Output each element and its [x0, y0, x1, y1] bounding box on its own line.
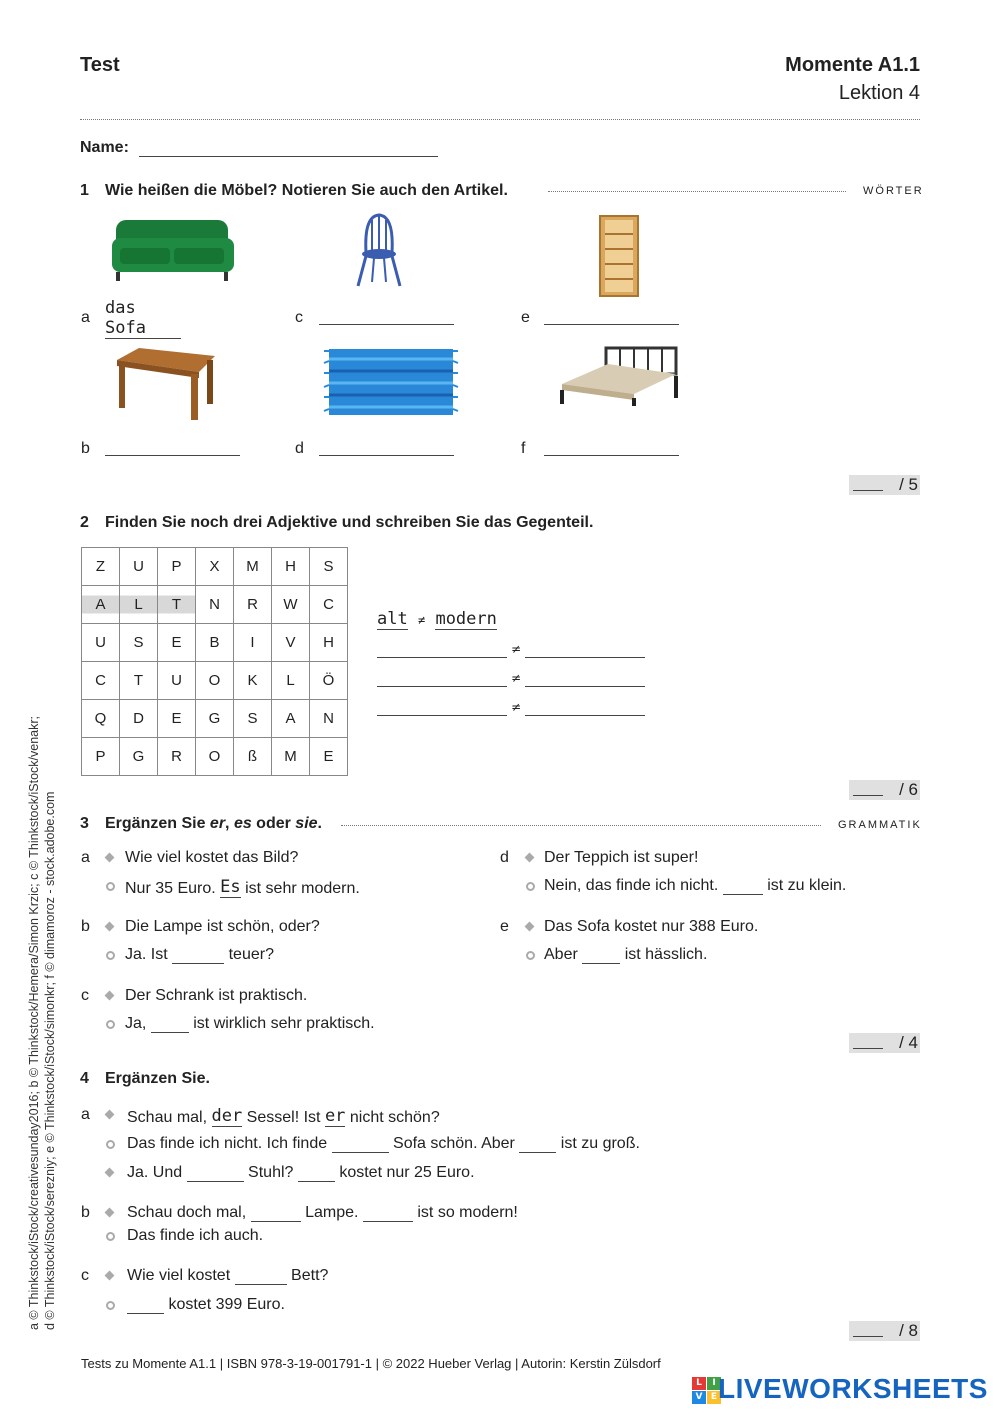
- grid-cell[interactable]: L: [272, 662, 310, 700]
- ex3-number: 3: [80, 815, 89, 832]
- grid-cell[interactable]: ß: [234, 738, 272, 776]
- grid-cell[interactable]: R: [158, 738, 196, 776]
- ex1-item-d-input[interactable]: [319, 455, 454, 456]
- ex3-title-dot: .: [317, 815, 322, 832]
- ex3-d-response-post: ist zu klein.: [767, 877, 847, 894]
- ex2-neq-1: ≠: [511, 642, 522, 656]
- ex3-a-response-pre: Nur 35 Euro.: [125, 880, 216, 897]
- speaker-b-icon: [526, 951, 535, 960]
- grid-cell[interactable]: A: [272, 700, 310, 738]
- grid-row: [82, 700, 348, 738]
- ex4-a-l2-post: ist zu groß.: [560, 1135, 640, 1152]
- ex1-item-c-input[interactable]: [319, 324, 454, 325]
- ex2-example-opposite: modern: [435, 609, 497, 629]
- ex4-a-input-5[interactable]: [187, 1165, 244, 1182]
- grid-cell[interactable]: U: [158, 662, 196, 700]
- ex3-b-response-post: teuer?: [228, 946, 274, 963]
- ex3-c-input[interactable]: [151, 1016, 189, 1033]
- ex1-item-a-letter: a: [81, 309, 90, 326]
- ex1-item-a-answer: das Sofa: [105, 298, 146, 338]
- ex4-a-l3-pre: Ja. Und: [127, 1164, 183, 1181]
- grid-cell[interactable]: Ö: [310, 662, 348, 700]
- bed-icon: [558, 346, 680, 406]
- ex3-e-response: [544, 946, 707, 964]
- ex4-b-line2: Das finde ich auch.: [127, 1227, 264, 1244]
- grid-cell[interactable]: G: [120, 738, 158, 776]
- ex3-c-response: [125, 1015, 375, 1033]
- ex2-opposite-input-1[interactable]: [525, 657, 645, 658]
- speaker-b-icon: [106, 951, 115, 960]
- ex1-tag: WÖRTER: [863, 185, 924, 197]
- ex4-a-l1-pre: Schau mal,: [127, 1109, 208, 1126]
- grid-cell[interactable]: X: [196, 548, 234, 586]
- grid-cell[interactable]: B: [196, 624, 234, 662]
- ex1-title: Wie heißen die Möbel? Notieren Sie auch den Artikel.: [105, 182, 508, 199]
- ex4-b-l1-mid: Lampe.: [305, 1204, 359, 1221]
- ex2-example-word: alt: [377, 609, 408, 629]
- grid-row: [82, 548, 348, 586]
- grid-cell[interactable]: T: [120, 662, 158, 700]
- ex3-title-pre: Ergänzen Sie: [105, 815, 210, 832]
- ex4-a-letter: a: [81, 1106, 90, 1123]
- ex3-title-comma: ,: [225, 815, 234, 832]
- grid-cell[interactable]: Z: [82, 548, 120, 586]
- ex4-a-answer-2[interactable]: er: [324, 1106, 346, 1126]
- ex3-d-response-pre: Nein, das finde ich nicht.: [544, 877, 719, 894]
- credit-line-2: d © Thinkstock/iStock/serezniy; e © Thinkstock/iStock/simonkr; f © dimamoroz - stock.adobe.com: [43, 791, 57, 1330]
- ex3-title-sie: sie: [295, 815, 318, 832]
- ex2-score-box[interactable]: [849, 780, 920, 800]
- logo-letter-l: L: [692, 1377, 706, 1390]
- grid-cell[interactable]: V: [272, 624, 310, 662]
- ex2-neq-2: ≠: [511, 671, 522, 685]
- rug-icon: [323, 345, 459, 421]
- ex2-score: / 6: [899, 780, 918, 799]
- ex3-c-response-post: ist wirklich sehr praktisch.: [193, 1015, 375, 1032]
- ex2-opposite-input-2[interactable]: [525, 686, 645, 687]
- ex4-c-input-2[interactable]: [127, 1297, 164, 1314]
- speaker-b-icon: [106, 1140, 115, 1149]
- grid-cell[interactable]: R: [234, 586, 272, 624]
- ex4-a-l2-mid: Sofa schön. Aber: [393, 1135, 515, 1152]
- ex3-d-response: [544, 877, 846, 895]
- table-icon: [115, 346, 217, 420]
- ex1-item-b-input[interactable]: [105, 455, 240, 456]
- ex3-title-oder: oder: [251, 815, 296, 832]
- grid-cell[interactable]: I: [234, 624, 272, 662]
- ex1-item-a-input[interactable]: [105, 298, 181, 339]
- ex4-score-box[interactable]: [849, 1321, 920, 1341]
- grid-cell[interactable]: N: [196, 586, 234, 624]
- ex4-a-line2: [127, 1135, 640, 1153]
- grid-row: [82, 662, 348, 700]
- grid-cell[interactable]: P: [158, 548, 196, 586]
- image-credits: [26, 716, 58, 1330]
- ex3-e-response-pre: Aber: [544, 946, 578, 963]
- letter-grid[interactable]: [81, 547, 348, 776]
- grid-cell[interactable]: S: [234, 700, 272, 738]
- ex3-c-response-pre: Ja,: [125, 1015, 147, 1032]
- speaker-a-icon: [525, 922, 535, 932]
- ex4-b-input-1[interactable]: [251, 1205, 301, 1222]
- sofa-icon: [110, 214, 236, 286]
- ex4-c-letter: c: [81, 1267, 89, 1284]
- grid-cell[interactable]: W: [272, 586, 310, 624]
- ex3-b-question: Die Lampe ist schön, oder?: [125, 918, 320, 935]
- ex4-b-line1: [127, 1204, 518, 1222]
- ex2-word-input-2[interactable]: [377, 686, 507, 687]
- grid-cell[interactable]: S: [310, 548, 348, 586]
- grid-cell[interactable]: O: [196, 738, 234, 776]
- ex3-title-er: er: [209, 815, 226, 832]
- ex1-item-e-letter: e: [521, 309, 530, 326]
- ex2-number: 2: [80, 514, 89, 531]
- ex4-b-input-2[interactable]: [363, 1205, 413, 1222]
- ex4-b-l1-pre: Schau doch mal,: [127, 1204, 247, 1221]
- ex1-score-box[interactable]: [849, 475, 920, 495]
- grid-cell[interactable]: C: [82, 662, 120, 700]
- chair-icon: [354, 212, 404, 290]
- ex2-title: Finden Sie noch drei Adjektive und schreiben Sie das Gegenteil.: [105, 514, 594, 531]
- grid-cell[interactable]: C: [310, 586, 348, 624]
- ex3-title-es: es: [233, 815, 252, 832]
- ex2-example: [377, 609, 497, 629]
- ex4-c-l2-post: kostet 399 Euro.: [168, 1296, 285, 1313]
- footer: Tests zu Momente A1.1 | ISBN 978-3-19-001791-1 | © 2022 Hueber Verlag | Autorin: Kerstin Zülsdorf: [81, 1356, 661, 1371]
- grid-cell[interactable]: H: [272, 548, 310, 586]
- ex3-e-letter: e: [500, 918, 509, 935]
- ex4-a-l3-post: kostet nur 25 Euro.: [339, 1164, 475, 1181]
- liveworksheets-logo-text: LIVEWORKSHEETS: [718, 1373, 988, 1404]
- ex4-c-line2: [127, 1296, 285, 1314]
- logo-letter-e: E: [707, 1391, 721, 1404]
- ex1-item-d-letter: d: [295, 440, 304, 457]
- grid-row: [82, 624, 348, 662]
- ex4-number: 4: [80, 1070, 89, 1087]
- ex4-a-l2-pre: Das finde ich nicht. Ich finde: [127, 1135, 328, 1152]
- ex4-b-l1-post: ist so modern!: [417, 1204, 518, 1221]
- speaker-b-icon: [106, 1232, 115, 1241]
- ex4-c-l1-pre: Wie viel kostet: [127, 1267, 231, 1284]
- ex3-e-input[interactable]: [582, 947, 620, 964]
- ex4-a-line3: [127, 1164, 475, 1182]
- grid-cell[interactable]: M: [272, 738, 310, 776]
- grid-cell[interactable]: P: [82, 738, 120, 776]
- grid-cell[interactable]: M: [234, 548, 272, 586]
- ex1-score: / 5: [899, 475, 918, 494]
- ex4-a-input-4[interactable]: [519, 1136, 556, 1153]
- ex3-title: [105, 815, 322, 833]
- speaker-a-icon: [105, 1271, 115, 1281]
- speaker-a-icon: [105, 853, 115, 863]
- shelf-icon: [598, 214, 642, 298]
- grid-cell[interactable]: U: [82, 624, 120, 662]
- ex1-item-f-input[interactable]: [544, 455, 679, 456]
- grid-cell[interactable]: U: [120, 548, 158, 586]
- grid-cell[interactable]: K: [234, 662, 272, 700]
- grid-cell[interactable]: E: [158, 624, 196, 662]
- header-divider: [80, 119, 920, 120]
- ex1-dots: [548, 191, 846, 192]
- ex3-a-letter: a: [81, 849, 90, 866]
- ex1-item-f-letter: f: [521, 440, 526, 457]
- grid-row: [82, 738, 348, 776]
- grid-cell[interactable]: Q: [82, 700, 120, 738]
- speaker-a-icon: [105, 1110, 115, 1120]
- grid-cell[interactable]: S: [120, 624, 158, 662]
- ex4-c-input-1[interactable]: [235, 1268, 287, 1285]
- logo-letter-i: I: [707, 1377, 721, 1390]
- grid-cell[interactable]: O: [196, 662, 234, 700]
- ex3-e-question: Das Sofa kostet nur 388 Euro.: [544, 918, 759, 935]
- ex3-b-input[interactable]: [172, 947, 224, 964]
- lesson-title: Lektion 4: [838, 82, 920, 104]
- grid-cell[interactable]: A: [82, 586, 120, 624]
- ex4-title: Ergänzen Sie.: [105, 1070, 210, 1087]
- name-label: Name:: [80, 139, 129, 156]
- logo-letter-v: V: [692, 1391, 706, 1404]
- grid-cell[interactable]: E: [310, 738, 348, 776]
- ex3-e-response-post: ist hässlich.: [624, 946, 708, 963]
- ex3-c-question: Der Schrank ist praktisch.: [125, 987, 308, 1004]
- ex3-score: / 4: [899, 1033, 918, 1052]
- speaker-a-icon: [105, 1168, 115, 1178]
- grid-cell[interactable]: T: [158, 586, 196, 624]
- speaker-b-icon: [106, 882, 115, 891]
- ex4-a-input-3[interactable]: [332, 1136, 389, 1153]
- ex3-d-input[interactable]: [723, 878, 763, 895]
- ex3-b-letter: b: [81, 918, 90, 935]
- ex1-item-e-input[interactable]: [544, 324, 679, 325]
- speaker-b-icon: [526, 882, 535, 891]
- ex1-number: 1: [80, 182, 89, 199]
- ex3-dots: [341, 825, 821, 826]
- ex3-a-answer[interactable]: Es: [220, 877, 241, 897]
- ex4-a-input-6[interactable]: [298, 1165, 335, 1182]
- ex2-word-input-1[interactable]: [377, 657, 507, 658]
- grid-cell[interactable]: L: [120, 586, 158, 624]
- speaker-a-icon: [105, 1208, 115, 1218]
- ex4-b-letter: b: [81, 1204, 90, 1221]
- ex4-a-l3-mid: Stuhl?: [248, 1164, 294, 1181]
- grid-cell[interactable]: D: [120, 700, 158, 738]
- ex3-d-letter: d: [500, 849, 509, 866]
- speaker-b-icon: [106, 1301, 115, 1310]
- grid-cell[interactable]: E: [158, 700, 196, 738]
- ex3-score-box[interactable]: [849, 1033, 920, 1053]
- ex4-a-l1-mid: Sessel! Ist: [246, 1109, 321, 1126]
- ex4-a-l1-post: nicht schön?: [349, 1109, 440, 1126]
- speaker-a-icon: [105, 991, 115, 1001]
- ex2-neq-3: ≠: [511, 700, 522, 714]
- ex3-d-question: Der Teppich ist super!: [544, 849, 699, 866]
- ex4-a-answer-1[interactable]: der: [211, 1106, 243, 1126]
- ex4-score: / 8: [899, 1321, 918, 1340]
- name-input[interactable]: [139, 156, 438, 157]
- ex2-word-input-3[interactable]: [377, 715, 507, 716]
- grid-cell[interactable]: H: [310, 624, 348, 662]
- ex3-b-response-pre: Ja. Ist: [125, 946, 168, 963]
- grid-row: [82, 586, 348, 624]
- ex3-tag: GRAMMATIK: [838, 819, 922, 831]
- ex2-opposite-input-3[interactable]: [525, 715, 645, 716]
- ex3-c-letter: c: [81, 987, 89, 1004]
- ex3-a-response-post: ist sehr modern.: [245, 880, 360, 897]
- ex1-item-b-letter: b: [81, 440, 90, 457]
- speaker-a-icon: [105, 922, 115, 932]
- book-title: Momente A1.1: [785, 54, 920, 76]
- ex3-a-response: [125, 877, 360, 898]
- speaker-a-icon: [525, 853, 535, 863]
- ex3-b-response: [125, 946, 274, 964]
- ex1-item-c-letter: c: [295, 309, 303, 326]
- grid-cell[interactable]: N: [310, 700, 348, 738]
- ex4-c-l1-post: Bett?: [291, 1267, 329, 1284]
- ex4-a-line1: [127, 1106, 440, 1127]
- test-label: Test: [80, 54, 120, 76]
- ex2-example-neq: ≠: [417, 613, 426, 627]
- speaker-b-icon: [106, 1020, 115, 1029]
- ex3-a-question: Wie viel kostet das Bild?: [125, 849, 299, 866]
- grid-cell[interactable]: G: [196, 700, 234, 738]
- credit-line-1: a © Thinkstock/iStock/creativesunday2016; b © Thinkstock/Hemera/Simon Krzic; c © Thinkstock/iStock/venakr;: [27, 716, 41, 1330]
- ex4-c-line1: [127, 1267, 328, 1285]
